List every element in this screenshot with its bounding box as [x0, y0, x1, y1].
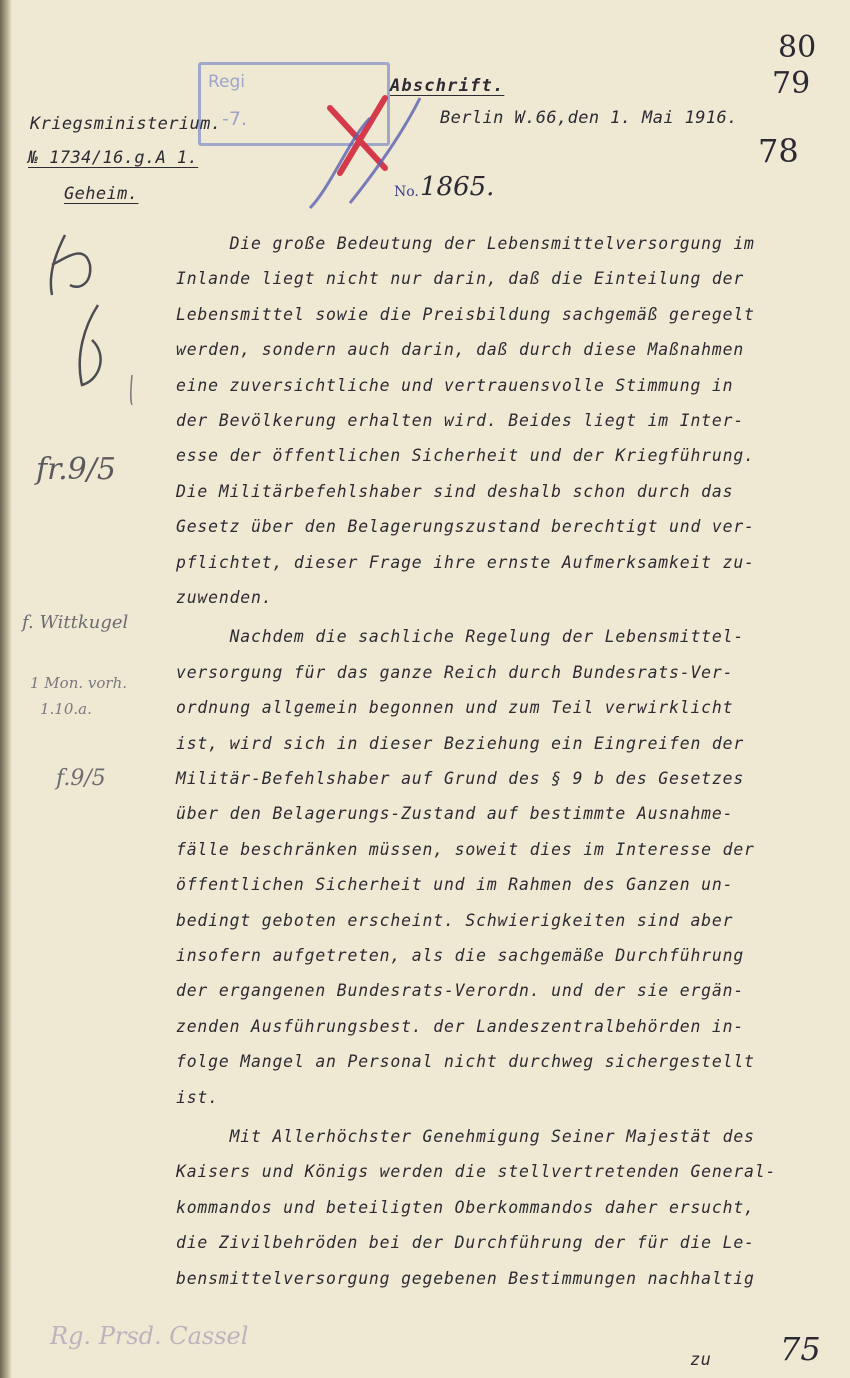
body-text-line: versorgung für das ganze Reich durch Bundesrats-Ver- [176, 662, 734, 682]
body-text-line: Nachdem die sachliche Regelung der Lebensmittel- [176, 627, 745, 647]
body-text-line: bedingt geboten erscheint. Schwierigkeiten sind aber [176, 910, 734, 930]
binding-edge [0, 0, 12, 1378]
body-text-line: Kaisers und Königs werden die stellvertretenden General- [176, 1162, 777, 1182]
body-text-line: Die große Bedeutung der Lebensmittelversorgung im [176, 234, 755, 253]
stamp-date-text: -7. [222, 108, 247, 130]
body-text-line: Militär-Befehlshaber auf Grund des § 9 b des Gesetzes [176, 769, 745, 788]
reference-number: № 1734/16.g.A 1. [28, 148, 199, 168]
body-text-line: insofern aufgetreten, als die sachgemäße Durchführung [176, 946, 745, 965]
folio-faint: 79 [772, 66, 811, 101]
folio-corner: 80 [778, 30, 817, 65]
body-text-line: Lebensmittel sowie die Preisbildung sachgemäß geregelt [176, 304, 755, 324]
margin-note-4: 1.10.a. [40, 700, 92, 718]
body-text-line: öffentlichen Sicherheit und im Rahmen des Ganzen un- [176, 875, 734, 895]
body-text-line: der Bevölkerung erhalten wird. Beides liegt im Inter- [176, 411, 745, 430]
margin-note-3: 1 Mon. vorh. [30, 674, 128, 692]
pencil-marks-svg [290, 78, 440, 228]
body-text-line: kommandos und beteiligten Oberkommandos daher ersucht, [176, 1197, 755, 1217]
body-text-line: der ergangenen Bundesrats-Verordn. und der sie ergän- [176, 981, 745, 1001]
margin-note-5: f.9/5 [56, 766, 106, 791]
body-text-line: Gesetz über den Belagerungszustand berechtigt und ver- [176, 517, 755, 537]
body-text-line: fälle beschränken müssen, soweit dies im Interesse der [176, 839, 755, 859]
classification-label: Geheim. [64, 184, 139, 204]
footer-pencil-note: Rg. Prsd. Cassel [50, 1322, 249, 1350]
body-text-line: zuwenden. [176, 588, 273, 607]
body-text-line: bensmittelversorgung gegebenen Bestimmungen nachhaltig [176, 1268, 755, 1288]
body-text-line: Mit Allerhöchster Genehmigung Seiner Majestät des [176, 1127, 755, 1146]
document-title: Abschrift. [390, 76, 505, 96]
body-text-line: ordnung allgemein begonnen und zum Teil verwirklicht [176, 698, 734, 718]
margin-note-2: f. Wittkugel [22, 612, 129, 633]
body-text-line: über den Belagerungs-Zustand auf bestimmte Ausnahme- [176, 804, 734, 824]
body-text-line: die Zivilbehröden bei der Durchführung der für die Le- [176, 1233, 755, 1253]
body-text-line: pflichtet, dieser Frage ihre ernste Aufmerksamkeit zu- [176, 552, 755, 572]
body-text-line: esse der öffentlichen Sicherheit und der Kriegführung. [176, 446, 755, 466]
catchword: zu [690, 1350, 712, 1370]
folio-number-top: 78 [758, 132, 799, 170]
body-text-line: ist, wird sich in dieser Beziehung ein Eingreifen der [176, 733, 745, 753]
place-date: Berlin W.66,den 1. Mai 1916. [440, 108, 738, 128]
margin-initials-svg [30, 215, 150, 405]
body-text-line: werden, sondern auch darin, daß durch diese Maßnahmen [176, 340, 745, 360]
body-text-line: folge Mangel an Personal nicht durchweg sichergestellt [176, 1052, 755, 1072]
ministry-name: Kriegsministerium. [30, 114, 222, 134]
folio-number-bottom: 75 [780, 1330, 821, 1368]
stamp-top-text: Regi [208, 72, 246, 92]
body-text-line: ist. [176, 1087, 219, 1107]
margin-note-1: fr.9/5 [36, 452, 116, 487]
body-text-line: Inlande liegt nicht nur darin, daß die Einteilung der [176, 269, 745, 289]
journal-label: No. [394, 184, 419, 200]
pencil-initials-mark [51, 235, 101, 385]
body-text-line: zenden Ausführungsbest. der Landeszentralbehörden in- [176, 1016, 745, 1036]
body-text-line: Die Militärbefehlshaber sind deshalb schon durch das [176, 481, 734, 501]
body-text-line: eine zuversichtliche und vertrauensvolle Stimmung in [176, 375, 734, 395]
pencil-vertical-line [131, 375, 132, 405]
journal-number: 1865. [420, 172, 495, 202]
blue-pencil-scribble [310, 98, 420, 208]
